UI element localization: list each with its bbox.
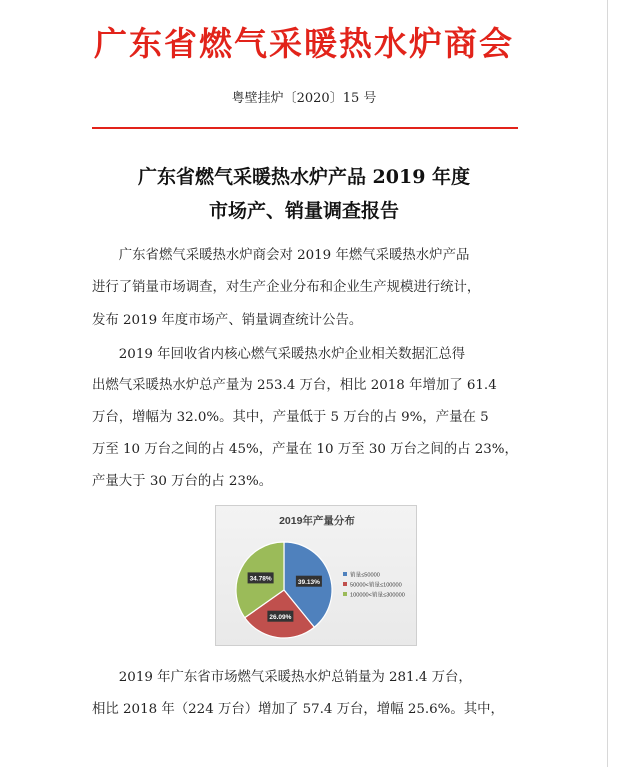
svg-text:39.13%: 39.13% [297,578,320,586]
paragraph-2-line-5: 产量大于 30 万台的占 23%。 [92,474,273,489]
data-label-1 [296,576,322,587]
svg-text:销量≤50000: 销量≤50000 [350,572,380,579]
svg-text:26.09%: 26.09% [269,613,292,621]
paragraph-2-line-4: 万至 10 万台之间的占 45%，产量在 10 万至 30 万台之间的占 23%， [92,442,518,457]
red-divider [92,127,518,129]
production-distribution-chart [215,505,417,646]
report-title-line-2: 市场产、销量调查报告 [208,200,399,222]
paragraph-1-line-1: 广东省燃气采暖热水炉商会对 2019 年燃气采暖热水炉产品 [92,248,470,263]
paragraph-1-line-3: 发布 2019 年度市场产、销量调查统计公告。 [92,313,363,328]
document-number: 粤壁挂炉〔2020〕15 号 [231,91,377,106]
paragraph-2-line-1: 2019 年回收省内核心燃气采暖热水炉企业相关数据汇总得 [92,347,466,362]
svg-text:50000<销量≤100000: 50000<销量≤100000 [350,582,402,589]
legend-item-3 [343,591,405,599]
svg-text:100000<销量≤300000: 100000<销量≤300000 [350,592,405,599]
report-title-line-1: 广东省燃气采暖热水炉产品 2019 年度 [137,166,471,188]
legend-item-2 [343,581,402,589]
data-label-3 [248,572,274,583]
paragraph-2-line-3: 万台，增幅为 32.0%。其中，产量低于 5 万台的占 9%，产量在 5 [92,410,489,425]
legend-item-1 [343,571,380,579]
paragraph-3-line-2: 相比 2018 年（224 万台）增加了 57.4 万台，增幅 25.6%。其中， [92,702,504,717]
paragraph-1-line-2: 进行了销量市场调查，对生产企业分布和企业生产规模进行统计， [92,280,481,295]
data-label-2 [267,611,293,622]
paragraph-2-line-2: 出燃气采暖热水炉总产量为 253.4 万台，相比 2018 年增加了 61.4 [92,378,497,393]
paragraph-3-line-1: 2019 年广东省市场燃气采暖热水炉总销量为 281.4 万台， [92,670,472,685]
org-title: 广东省燃气采暖热水炉商会 [94,24,514,63]
pie-chart-svg [216,506,418,647]
svg-text:34.78%: 34.78% [249,575,272,583]
chart-title: 2019年产量分布 [279,515,355,527]
